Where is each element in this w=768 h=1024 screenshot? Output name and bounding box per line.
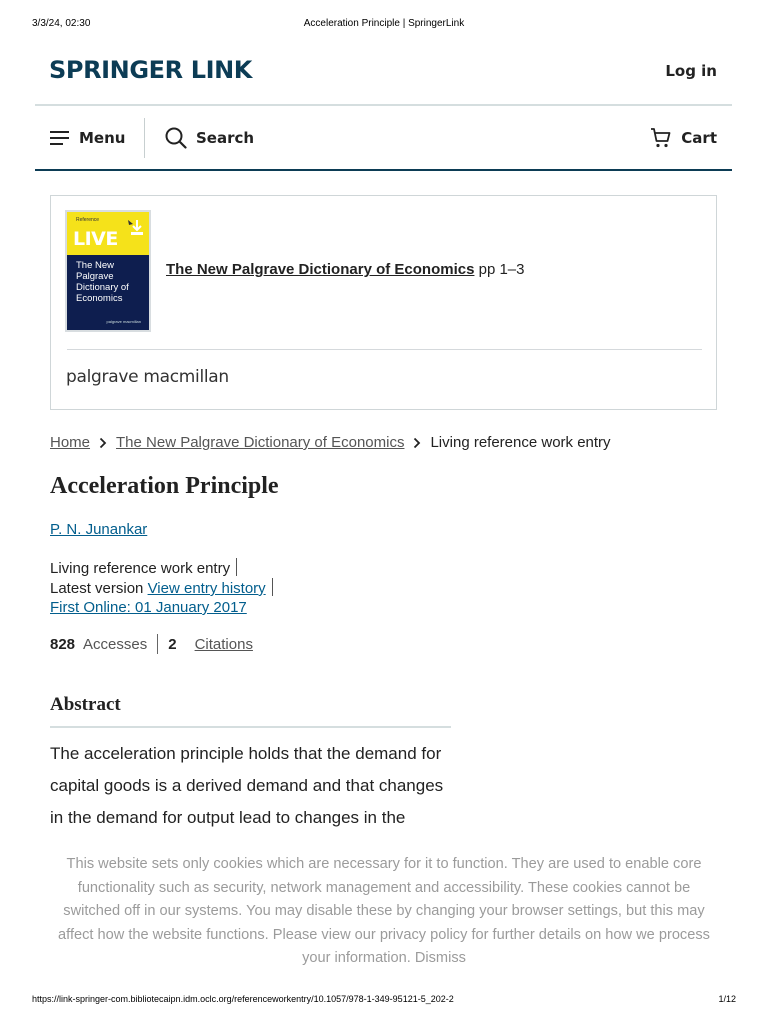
nav-divider (144, 118, 145, 158)
accesses-label: Accesses (83, 635, 148, 653)
search-label: Search (196, 129, 255, 147)
hamburger-icon (50, 130, 70, 146)
meta-separator (236, 558, 237, 576)
print-footer (0, 994, 768, 1008)
print-page-number: 1/12 (718, 994, 736, 1004)
springer-link-logo[interactable]: SPRINGER LINK (49, 56, 253, 84)
chevron-right-icon (99, 437, 107, 449)
cover-publisher: palgrave macmillan (106, 319, 141, 324)
print-datetime: 3/3/24, 02:30 (32, 18, 91, 29)
view-entry-history-link[interactable]: View entry history (147, 580, 266, 597)
abstract-heading: Abstract (50, 694, 451, 728)
article-title: Acceleration Principle (50, 473, 279, 499)
cart-icon (650, 127, 672, 149)
search-icon (165, 127, 187, 149)
entry-type (50, 558, 237, 579)
citations-count: 2 (168, 635, 177, 653)
breadcrumb-book[interactable]: The New Palgrave Dictionary of Economics (116, 434, 405, 451)
book-card (50, 195, 717, 410)
print-url: https://link-springer-com.bibliotecaipn.idm.oclc.org/referenceworkentry/10.1057/978-1-349-95121-5_202-2 (32, 994, 454, 1004)
cart-label: Cart (681, 129, 717, 147)
login-link[interactable]: Log in (665, 62, 717, 80)
cover-live: LIVE (73, 228, 118, 250)
first-online-link[interactable]: First Online: 01 January 2017 (50, 599, 247, 616)
book-title (166, 261, 525, 278)
breadcrumb-home[interactable]: Home (50, 434, 91, 451)
cart-button[interactable] (650, 108, 717, 168)
cookie-dismiss-button[interactable]: Dismiss (414, 950, 466, 966)
site-header (35, 48, 732, 106)
book-divider (67, 349, 702, 350)
book-cover[interactable] (65, 210, 151, 332)
book-title-link[interactable]: The New Palgrave Dictionary of Economics (166, 261, 475, 278)
menu-label: Menu (79, 129, 126, 147)
latest-version (50, 578, 273, 599)
main-nav (35, 108, 732, 171)
publisher-logo: palgrave macmillan (66, 367, 229, 387)
menu-button[interactable] (50, 108, 125, 168)
cookie-banner (0, 850, 768, 978)
search-button[interactable] (165, 108, 254, 168)
meta-separator (272, 578, 273, 596)
metrics-divider (157, 634, 158, 654)
article-metrics (50, 634, 253, 654)
cookie-text: This website sets only cookies which are necessary for it to function. They are used to enable core functionality such as security, network management and accessibility. These cookies cannot be switched off in our systems. You may disable these by changing your browser settings, but this may affect how the website functions. Please view our privacy policy for further details on how we process your information. (58, 856, 710, 966)
chevron-right-icon (413, 437, 421, 449)
print-page-title: Acceleration Principle | SpringerLink (303, 18, 465, 29)
cover-badge: Reference (76, 217, 100, 223)
abstract-text: The acceleration principle holds that the demand for capital goods is a derived demand and that changes in the demand for output lead to changes in the (50, 744, 444, 827)
cover-title: The New Palgrave Dictionary of Economics (76, 260, 129, 304)
author-link[interactable]: P. N. Junankar (50, 521, 148, 538)
book-pages: pp 1–3 (478, 261, 525, 278)
latest-version-label: Latest version (50, 580, 144, 597)
citations-link[interactable]: Citations (194, 635, 253, 653)
download-arrow-icon (123, 218, 143, 243)
entry-type-label: Living reference work entry (50, 560, 231, 577)
first-online (50, 598, 247, 618)
print-header (0, 18, 768, 32)
cover-banner (67, 212, 149, 255)
breadcrumb-current: Living reference work entry (430, 434, 611, 451)
breadcrumb (50, 434, 611, 451)
accesses-count: 828 (50, 635, 76, 653)
